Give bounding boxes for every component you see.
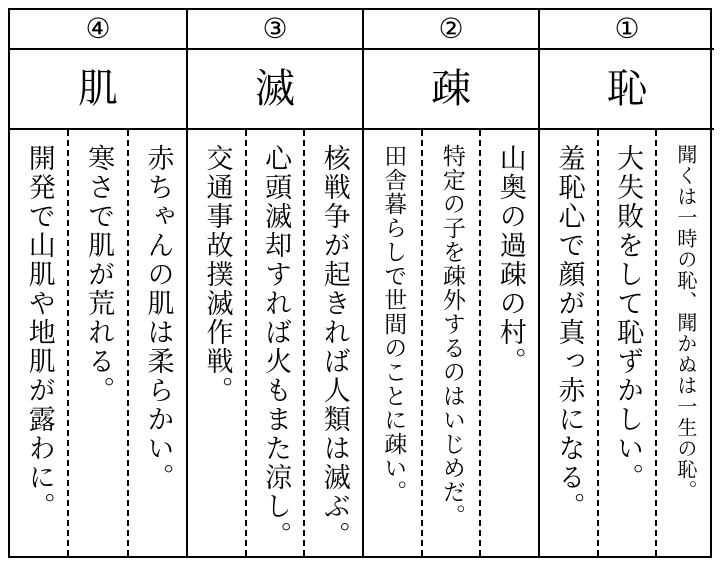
kanji-worksheet-table bbox=[8, 8, 712, 558]
example-sentence: 聞くは一時の恥、聞かぬは一生の恥。 bbox=[673, 144, 698, 501]
column-kanji: 疎 bbox=[364, 50, 538, 130]
example-sentence-cell bbox=[481, 130, 538, 556]
example-sentence: 山奥の過疎の村。 bbox=[494, 144, 526, 376]
sentence-area bbox=[540, 130, 714, 556]
example-sentence-cell bbox=[188, 130, 247, 556]
example-sentence-cell bbox=[129, 130, 186, 556]
column-4 bbox=[10, 10, 186, 556]
example-sentence: 心頭滅却すれば火もまた涼し。 bbox=[260, 144, 292, 550]
example-sentence: 核戦争が起きれば人類は滅ぶ。 bbox=[318, 144, 350, 550]
column-number: ③ bbox=[188, 10, 362, 50]
column-kanji: 恥 bbox=[540, 50, 714, 130]
example-sentence-cell bbox=[247, 130, 306, 556]
example-sentence-cell bbox=[423, 130, 482, 556]
column-kanji: 滅 bbox=[188, 50, 362, 130]
example-sentence: 交通事故撲滅作戦。 bbox=[201, 144, 233, 405]
column-number: ④ bbox=[10, 10, 186, 50]
column-2 bbox=[362, 10, 538, 556]
example-sentence: 大失敗をして恥ずかしい。 bbox=[612, 144, 644, 492]
example-sentence: 赤ちゃんの肌は柔らかい。 bbox=[142, 144, 174, 492]
example-sentence-cell bbox=[69, 130, 128, 556]
example-sentence-cell bbox=[599, 130, 658, 556]
column-3 bbox=[186, 10, 362, 556]
sentence-area bbox=[188, 130, 362, 556]
column-number: ② bbox=[364, 10, 538, 50]
example-sentence-cell bbox=[364, 130, 423, 556]
column-kanji: 肌 bbox=[10, 50, 186, 130]
sentence-area bbox=[364, 130, 538, 556]
example-sentence: 開発で山肌や地肌が露わに。 bbox=[23, 144, 55, 521]
example-sentence: 寒さで肌が荒れる。 bbox=[83, 144, 115, 405]
column-number: ① bbox=[540, 10, 714, 50]
example-sentence: 羞恥心で顔が真っ赤になる。 bbox=[553, 144, 585, 521]
example-sentence-cell bbox=[10, 130, 69, 556]
column-1 bbox=[538, 10, 714, 556]
example-sentence-cell bbox=[305, 130, 362, 556]
example-sentence-cell bbox=[540, 130, 599, 556]
example-sentence: 田舎暮らしで世間のことに疎い。 bbox=[380, 144, 407, 504]
sentence-area bbox=[10, 130, 186, 556]
example-sentence: 特定の子を疎外するのはいじめだ。 bbox=[438, 144, 465, 528]
example-sentence-cell bbox=[657, 130, 714, 556]
